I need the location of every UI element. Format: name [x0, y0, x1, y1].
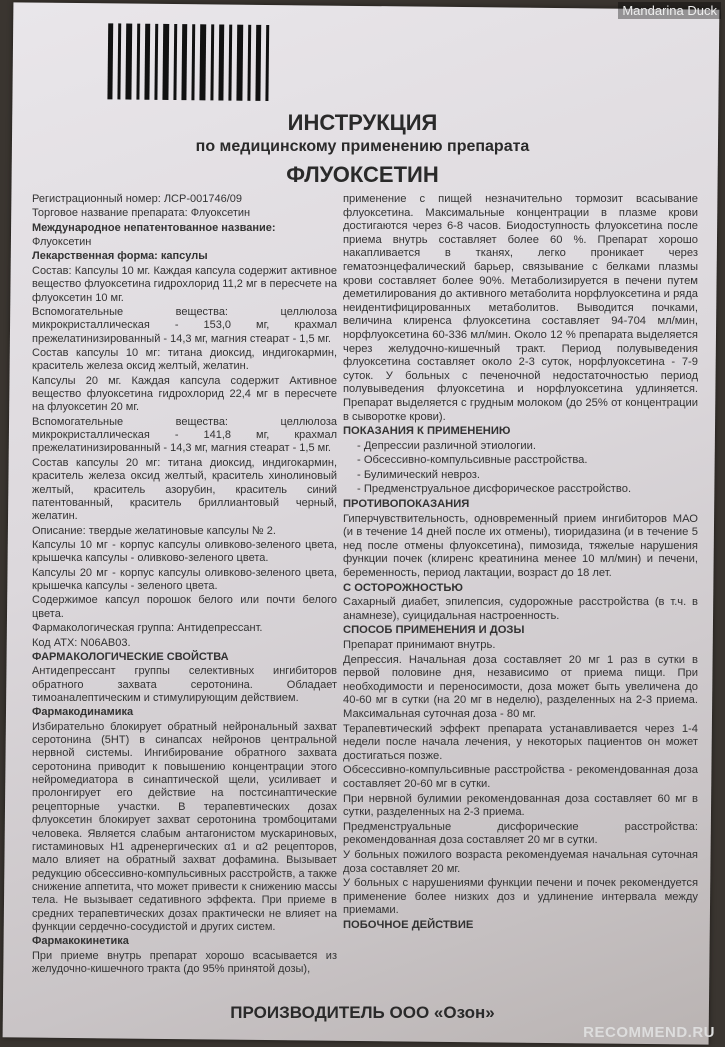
paragraph: Капсулы 20 мг. Каждая капсула содержит Активное вещество флуоксетина гидрохлорид 22,4 мг в пересчете на флуоксетин 20 мг. — [32, 374, 337, 414]
section-heading: Фармакодинамика — [32, 706, 134, 719]
paragraph: Вспомогательные вещества: целлюлоза микрокристаллическая - 141,8 мг, крахмал прежелатинизированный - 14,3 мг, магния стеарат - 1,5 мг. — [32, 415, 337, 455]
paragraph: Обсессивно-компульсивные расстройства - рекомендованная доза составляет 20-60 мг в сутки. — [343, 764, 698, 790]
list-item: - Булимический невроз. — [357, 468, 481, 481]
paragraph: Терапевтический эффект препарата устанавливается через 1-4 недели после начала лечения, у некоторых пациентов он может достигаться позже. — [343, 722, 698, 762]
watermark-top: Mandarina Duck — [618, 2, 721, 19]
list-item: - Обсессивно-компульсивные расстройства. — [357, 454, 588, 467]
paragraph: При приеме внутрь препарат хорошо всасывается из желудочно-кишечного тракта (до 95% принятой дозы), — [32, 949, 337, 976]
section-heading: ПОБОЧНОЕ ДЕЙСТВИЕ — [343, 918, 474, 931]
paragraph: Содержимое капсул порошок белого или почти белого цвета. — [32, 594, 337, 620]
paragraph: Антидепрессант группы селективных ингибиторов обратного захвата серотонина. Обладает тимоаналептическим и стимулирующим действием. — [32, 665, 337, 704]
section-heading: ПОКАЗАНИЯ К ПРИМЕНЕНИЮ — [343, 425, 511, 438]
section-heading: Лекарственная форма: капсулы — [32, 250, 208, 263]
list-item: - Депрессии различной этиологии. — [357, 439, 536, 452]
section-heading: ПРОТИВОПОКАЗАНИЯ — [343, 498, 470, 511]
paragraph: Гиперчувствительность, одновременный прием ингибиторов МАО (и в течение 14 дней после их отмены), тиоридазина (и в течение 5 нед после отмены флуоксетина), пимозида, тяжелые нарушения функции почек (клиренс креатинина менее 10 мл/мин) и печени, беременность, период лактации, возраст до 18 лет. — [343, 512, 698, 580]
section-heading: Международное непатентованное название: — [32, 221, 276, 234]
paragraph: Состав: Капсулы 10 мг. Каждая капсула содержит активное вещество флуоксетина гидрохлорид 11,2 мг в пересчете на флуоксетин 10 мг. — [32, 264, 337, 304]
left-column — [32, 193, 337, 977]
paragraph: Вспомогательные вещества: целлюлоза микрокристаллическая - 153,0 мг, крахмал прежелатинизированный - 14,3 мг, магния стеарат - 1,5 мг. — [32, 305, 337, 345]
paragraph: Состав капсулы 10 мг: титана диоксид, индигокармин, краситель железа оксид желтый, желатин. — [32, 346, 337, 373]
doc-subtitle: по медицинскому применению препарата — [195, 138, 530, 155]
paragraph: Регистрационный номер: ЛСР-001746/09 — [32, 193, 242, 205]
paragraph: Сахарный диабет, эпилепсия, судорожные расстройства (в т.ч. в анамнезе), суицидальная настроенность. — [343, 596, 698, 622]
paragraph: применение с пищей незначительно тормозит всасывание флуоксетина. Максимальные концентрации в плазме крови достигаются через 6-8 часов. Биодоступность флуоксетина после приема внутрь составляет более 60 %. Препарат хорошо накапливается в тканях, легко проникает через гематоэнцефалический барьер, связывание с белками плазмы крови составляет более 90%. Метаболизируется в печени путем деметилирования до активного метаболита норфлуоксетина и ряда неидентифицированных метаболитов. Выводится почками, величина клиренса флуоксетина составляет 94-704 мл/мин, норфлуоксетина 60-336 мл/мин. Около 12 % препарата выделяется через желудочно-кишечный тракт. Период полувыведения флуоксетина составляет около 2-3 суток, норфлуоксетина - 7-9 суток. У больных с печеночной недостаточностью период полувыведения флуоксетина и норфлуоксетина удлиняется. Препарат выделяется с грудным молоком (до 25% от концентрации в сыворотке крови). — [343, 193, 698, 423]
paragraph: Депрессия. Начальная доза составляет 20 мг 1 раз в сутки в первой половине дня, независимо от приема пищи. При необходимости и переносимости, доза может быть увеличена до 40-60 мг в сутки (на 20 мг в неделю), разделенных на 2-3 приема. Максимальная суточная доза - 80 мг. — [343, 653, 698, 720]
paragraph: Код АТХ: N06AB03. — [32, 636, 131, 649]
section-heading: С ОСТОРОЖНОСТЬЮ — [343, 581, 463, 594]
paragraph: Капсулы 20 мг - корпус капсулы оливково-зеленого цвета, крышечка капсулы - зеленого цвета. — [32, 566, 337, 593]
manufacturer-footer: ПРОИЗВОДИТЕЛЬ ООО «Озон» — [230, 1003, 495, 1022]
paragraph: Избирательно блокирует обратный нейрональный захват серотонина (5НТ) в синапсах нейронов центральной нервной системы. Ингибирование обратного захвата серотонина приводит к повышению концентрации этого нейромедиатора в синаптической щели, усиливает и пролонгирует его действие на постсинаптические рецепторные участки. В терапевтических дозах флуоксетин блокирует захват серотонина тромбоцитами человека. Является слабым антагонистом мускариновых, гистаминовых H1 адренергических α1 и α2 рецепторов, мало влияет на обратный захват дофамина. Вызывает редукцию обсессивно-компульсивных расстройств, а также снижение аппетита, что может привести к снижению массы тела. Не вызывает седативного эффекта. При приеме в средних терапевтических дозах практически не влияет на функции сердечно-сосудистой и других систем. — [32, 720, 337, 934]
barcode — [107, 23, 274, 101]
drug-name: ФЛУОКСЕТИН — [286, 162, 439, 187]
paragraph: У больных пожилого возраста рекомендуемая начальная суточная доза составляет 20 мг. — [343, 848, 698, 875]
paragraph: Описание: твердые желатиновые капсулы № 2. — [32, 524, 276, 537]
watermark-bottom: RECOMMEND.RU — [583, 1024, 715, 1041]
paragraph: Предменструальные дисфорические расстройства: рекомендованная доза составляет 20 мг в сутки. — [343, 820, 698, 847]
list-item: - Предменструальное дисфорическое расстройство. — [357, 483, 632, 496]
paragraph: Капсулы 10 мг - корпус капсулы оливково-зеленого цвета, крышечка капсулы - оливково-зеленого цвета. — [32, 538, 337, 565]
doc-title: ИНСТРУКЦИЯ — [287, 110, 438, 135]
paragraph: У больных с нарушениями функции печени и почек рекомендуется применение более низких доз и удлинение интервала между приемами. — [343, 877, 698, 917]
paragraph: Препарат принимают внутрь. — [343, 639, 496, 651]
right-column — [343, 193, 698, 933]
section-heading: ФАРМАКОЛОГИЧЕСКИЕ СВОЙСТВА — [32, 650, 229, 663]
paragraph: Торговое название препарата: Флуоксетин — [32, 207, 251, 220]
section-heading: СПОСОБ ПРИМЕНЕНИЯ И ДОЗЫ — [343, 624, 525, 637]
paragraph: При нервной булимии рекомендованная доза составляет 60 мг в сутки, разделенных на 2-3 приема. — [343, 792, 698, 819]
section-heading: Фармакокинетика — [32, 935, 129, 948]
paragraph: Состав капсулы 20 мг: титана диоксид, индигокармин, краситель железа оксид желтый, краситель хинолиновый желтый, краситель азорубин, краситель синий патентованный, краситель бриллиантовый черный, желатин. — [32, 456, 337, 523]
paragraph: Флуоксетин — [32, 236, 92, 249]
paragraph: Фармакологическая группа: Антидепрессант. — [32, 622, 263, 635]
